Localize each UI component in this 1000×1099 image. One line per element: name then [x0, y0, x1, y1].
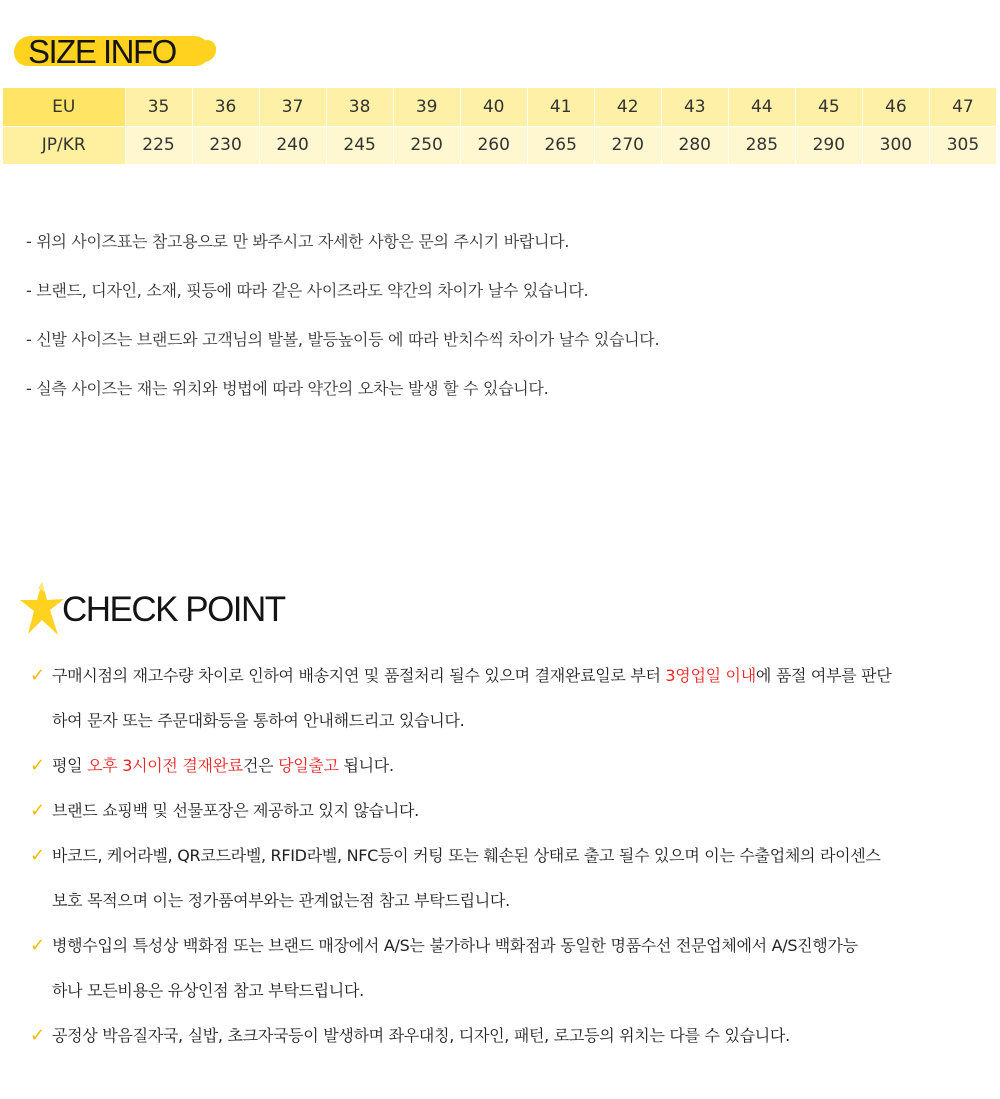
- check-line: 공정상 박음질자국, 실밥, 초크자국등이 발생하며 좌우대칭, 디자인, 패턴, 로고등의 위치는 다를 수 있습니다.: [52, 1026, 790, 1045]
- check-highlight: 3영업일 이내: [665, 666, 756, 685]
- size-row-label-eu: EU: [3, 88, 125, 126]
- check-item: [30, 930, 990, 1020]
- check-mark-icon: ✓: [30, 665, 45, 686]
- check-item: [30, 1020, 990, 1065]
- size-cell-eu: 43: [661, 88, 728, 126]
- size-table: [3, 88, 997, 165]
- check-list: [30, 660, 990, 1065]
- size-info-title: SIZE INFO: [28, 33, 176, 70]
- check-line: 하나 모든비용은 유상인점 참고 부탁드립니다.: [52, 981, 364, 1000]
- check-mark-icon: ✓: [30, 755, 45, 776]
- check-mark-icon: ✓: [30, 935, 45, 956]
- note-line: - 신발 사이즈는 브랜드와 고객님의 발볼, 발등높이등 에 따라 반치수씩 차이가 날수 있습니다.: [26, 330, 660, 349]
- size-cell-jp: 300: [862, 126, 929, 164]
- check-line: 보호 목적으며 이는 정가품여부와는 관계없는점 참고 부탁드립니다.: [52, 891, 510, 910]
- check-line: [52, 750, 990, 795]
- size-cell-eu: 41: [527, 88, 594, 126]
- check-line: 하여 문자 또는 주문대화등을 통하여 안내해드리고 있습니다.: [52, 711, 465, 730]
- size-row-jp: [3, 126, 997, 164]
- size-cell-jp: 260: [460, 126, 527, 164]
- note-line: - 브랜드, 디자인, 소재, 핏등에 따라 같은 사이즈라도 약간의 차이가 날수 있습니다.: [26, 281, 589, 300]
- size-cell-eu: 44: [728, 88, 795, 126]
- size-cell-eu: 35: [125, 88, 192, 126]
- check-mark-icon: ✓: [30, 800, 45, 821]
- size-row-label-jp: JP/KR: [3, 126, 125, 164]
- check-highlight: 오후 3시이전 결재완료: [87, 756, 243, 775]
- size-cell-eu: 42: [594, 88, 661, 126]
- check-text: 됩니다.: [338, 756, 394, 775]
- size-cell-jp: 270: [594, 126, 661, 164]
- size-cell-eu: 39: [393, 88, 460, 126]
- note-line: - 실측 사이즈는 재는 위치와 벙법에 따라 약간의 오차는 발생 할 수 있습니다.: [26, 379, 549, 398]
- check-mark-icon: ✓: [30, 845, 45, 866]
- size-cell-eu: 40: [460, 88, 527, 126]
- size-row-eu: [3, 88, 997, 126]
- check-text: 에 품절 여부를 판단: [755, 666, 892, 685]
- size-cell-jp: 290: [795, 126, 862, 164]
- size-cell-jp: 225: [125, 126, 192, 164]
- size-cell-eu: 37: [259, 88, 326, 126]
- check-text: 건은: [242, 756, 279, 775]
- check-highlight: 당일출고: [278, 756, 339, 775]
- size-cell-eu: 36: [192, 88, 259, 126]
- check-text: 구매시점의 재고수량 차이로 인하여 배송지연 및 품절처리 될수 있으며 결재완료일로 부터: [52, 666, 666, 685]
- size-notes: [26, 226, 659, 422]
- size-cell-eu: 46: [862, 88, 929, 126]
- note-line: - 위의 사이즈표는 참고용으로 만 봐주시고 자세한 사항은 문의 주시기 바랍니다.: [26, 232, 570, 251]
- check-line: 브랜드 쇼핑백 및 선물포장은 제공하고 있지 않습니다.: [52, 801, 419, 820]
- check-point-heading: [18, 580, 285, 640]
- size-cell-eu: 47: [929, 88, 996, 126]
- check-item: [30, 750, 990, 795]
- check-text: 평일: [52, 756, 88, 775]
- size-cell-jp: 285: [728, 126, 795, 164]
- check-line: 병행수입의 특성상 백화점 또는 브랜드 매장에서 A/S는 불가하나 백화점과 동일한 명품수선 전문업체에서 A/S진행가능: [52, 936, 858, 955]
- check-item: [30, 660, 990, 750]
- size-cell-jp: 265: [527, 126, 594, 164]
- size-info-heading: [14, 30, 176, 74]
- check-item: [30, 840, 990, 930]
- size-cell-jp: 305: [929, 126, 996, 164]
- check-line: 바코드, 케어라벨, QR코드라벨, RFID라벨, NFC등이 커팅 또는 훼손된 상태로 출고 될수 있으며 이는 수출업체의 라이센스: [52, 846, 881, 865]
- size-cell-eu: 38: [326, 88, 393, 126]
- check-line: [52, 660, 990, 705]
- size-cell-jp: 230: [192, 126, 259, 164]
- check-point-title: CHECK POINT: [62, 590, 285, 629]
- check-mark-icon: ✓: [30, 1025, 45, 1046]
- size-cell-jp: 240: [259, 126, 326, 164]
- size-cell-jp: 280: [661, 126, 728, 164]
- size-cell-eu: 45: [795, 88, 862, 126]
- size-cell-jp: 245: [326, 126, 393, 164]
- check-item: [30, 795, 990, 840]
- size-cell-jp: 250: [393, 126, 460, 164]
